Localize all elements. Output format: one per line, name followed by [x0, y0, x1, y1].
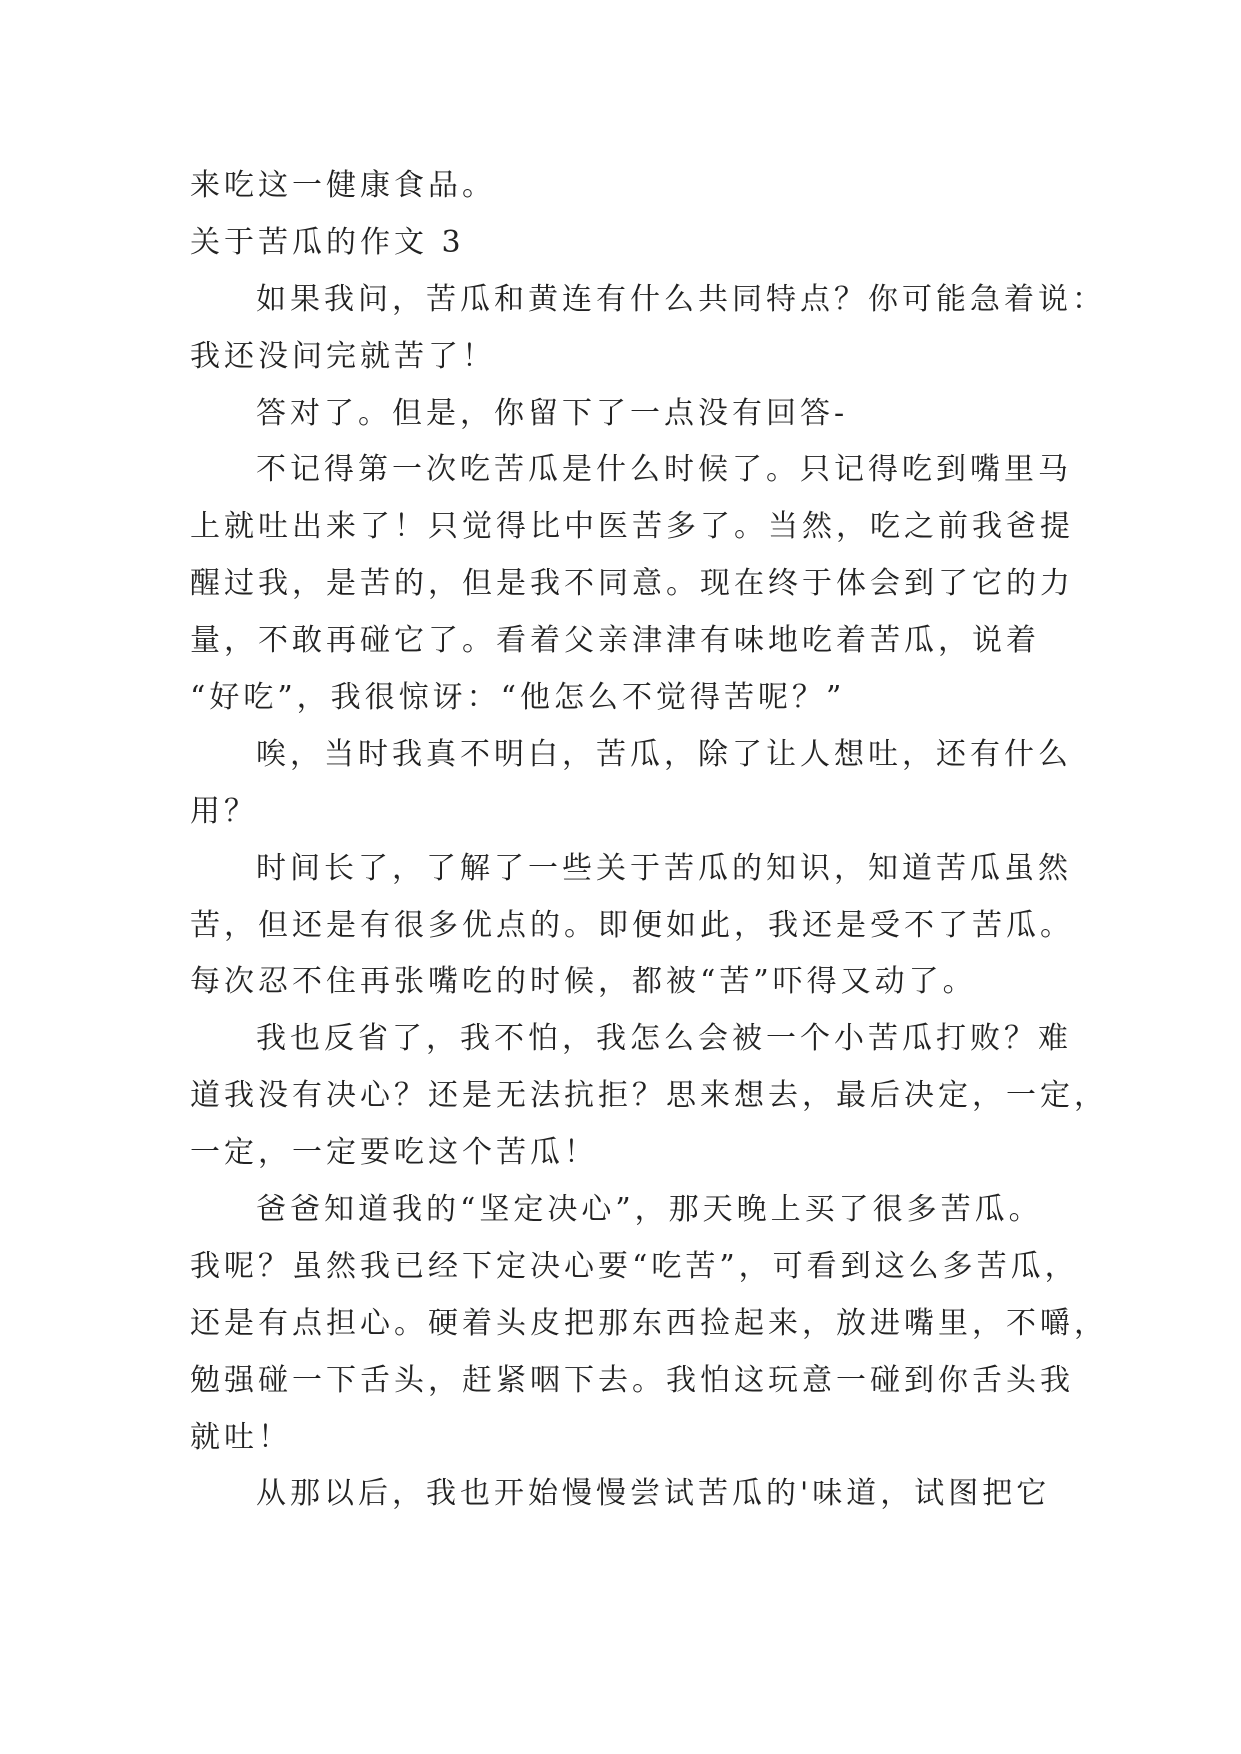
- text-line: 从那以后，我也开始慢慢尝试苦瓜的'味道，试图把它: [256, 1476, 1051, 1512]
- text-line: 上就吐出来了！只觉得比中医苦多了。当然，吃之前我爸提: [190, 509, 1074, 545]
- document-body: [190, 158, 1108, 1523]
- text-line: “好吃”，我很惊讶：“他怎么不觉得苦呢？”: [190, 680, 846, 716]
- text-line: 还是有点担心。硬着头皮把那东西捡起来，放进嘴里，不嚼，: [190, 1305, 1108, 1341]
- text-line: 勉强碰一下舌头，赶紧咽下去。我怕这玩意一碰到你舌头我: [190, 1362, 1074, 1398]
- text-line: 不记得第一次吃苦瓜是什么时候了。只记得吃到嘴里马: [256, 452, 1072, 488]
- text-line: 如果我问，苦瓜和黄连有什么共同特点？你可能急着说：: [256, 281, 1106, 317]
- text-line: 我也反省了，我不怕，我怎么会被一个小苦瓜打败？难: [256, 1021, 1072, 1057]
- section-heading: 关于苦瓜的作文 3: [190, 224, 465, 260]
- text-line: 量，不敢再碰它了。看着父亲津津有味地吃着苦瓜，说着: [190, 623, 1040, 659]
- text-line: 时间长了，了解了一些关于苦瓜的知识，知道苦瓜虽然: [256, 850, 1072, 886]
- text-line: 醒过我，是苦的，但是我不同意。现在终于体会到了它的力: [190, 566, 1074, 602]
- text-line: 我呢？虽然我已经下定决心要“吃苦”，可看到这么多苦瓜，: [190, 1248, 1079, 1284]
- text-line: 苦，但还是有很多优点的。即便如此，我还是受不了苦瓜。: [190, 907, 1074, 943]
- text-line: 唉，当时我真不明白，苦瓜，除了让人想吐，还有什么: [256, 736, 1072, 772]
- text-line: 一定，一定要吃这个苦瓜！: [190, 1135, 598, 1171]
- text-line: 用？: [190, 793, 258, 829]
- text-line: 爸爸知道我的“坚定决心”，那天晚上买了很多苦瓜。: [256, 1192, 1043, 1228]
- text-line: 就吐！: [190, 1419, 292, 1455]
- text-line: 每次忍不住再张嘴吃的时候，都被“苦”吓得又动了。: [190, 964, 977, 1000]
- text-line: 道我没有决心？还是无法抗拒？思来想去，最后决定，一定，: [190, 1078, 1108, 1114]
- text-line: 来吃这一健康食品。: [190, 168, 496, 203]
- text-line: 答对了。但是，你留下了一点没有回答-: [256, 395, 849, 431]
- text-line: 我还没问完就苦了！: [190, 338, 496, 374]
